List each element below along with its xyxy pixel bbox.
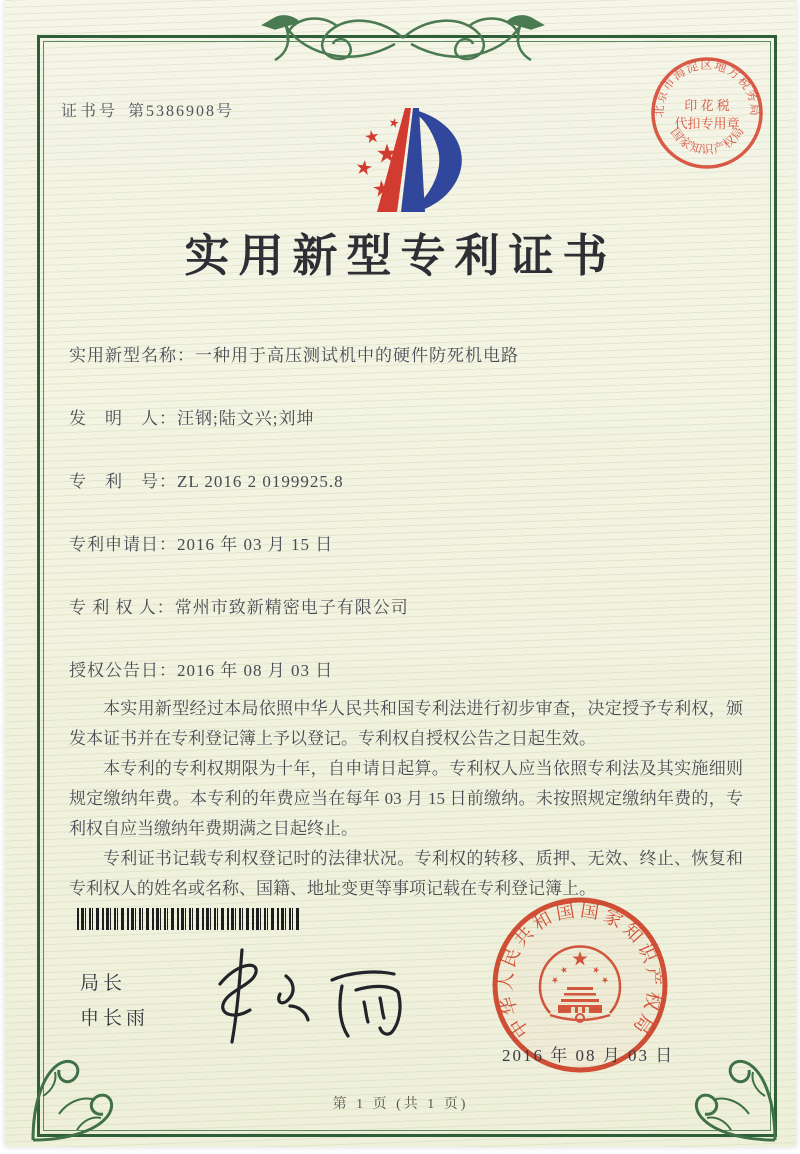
field-value: 2016 年 08 月 03 日 [177, 661, 334, 680]
certificate-paper [5, 0, 796, 1147]
field-grant-date [69, 656, 333, 681]
legal-paragraph: 本专利的专利权期限为十年，自申请日起算。专利权人应当依照专利法及其实施细则规定缴纳年费。本专利的年费应当在每年 03 月 15 日前缴纳。未按照规定缴纳年费的，专利权自应当缴纳年费期满之日起终止。 [69, 759, 743, 838]
field-label: 授权公告日： [69, 661, 177, 680]
director-signature-icon [190, 946, 430, 1046]
dragon-scroll-ornament [258, 4, 548, 66]
field-value: 汪钢;陆文兴;刘坤 [177, 409, 315, 428]
field-label: 实用新型名称： [69, 346, 195, 365]
legal-paragraph: 本实用新型经过本局依照中华人民共和国专利法进行初步审查，决定授予专利权，颁发本证书并在专利登记簿上予以登记。专利权自授权公告之日起生效。 [69, 699, 743, 748]
field-patentee [69, 593, 409, 618]
barcode [77, 908, 301, 930]
tax-stamp-ring-bottom-text: 国家知识产权局 [667, 123, 748, 157]
legal-paragraph: 专利证书记载专利权登记时的法律状况。专利权的转移、质押、无效、终止、恢复和专利权人的姓名或名称、国籍、地址变更等事项记载在专利登记簿上。 [69, 849, 743, 898]
field-inventors [69, 404, 314, 429]
field-label: 专利申请日： [69, 535, 177, 554]
field-utility-model-name [69, 341, 519, 366]
seal-date: 2016 年 08 月 03 日 [502, 1046, 675, 1065]
tax-stamp-center-line2: 代扣专用章 [674, 116, 740, 131]
cnipa-logo-icon [327, 102, 487, 220]
field-patent-number [69, 467, 344, 492]
main-seal-ring-text: 中华人民共和国国家知识产权局 [496, 901, 664, 1041]
tax-stamp-center-line1: 印 花 税 [684, 98, 730, 113]
field-value: 2016 年 03 月 15 日 [177, 535, 334, 554]
field-filing-date [69, 530, 333, 555]
certificate-number-label: 证书号 [61, 103, 119, 120]
director-name: 申长雨 [80, 1008, 150, 1029]
page-footer: 第 1 页 (共 1 页) [332, 1097, 469, 1112]
field-value: ZL 2016 2 0199925.8 [177, 472, 344, 491]
field-label: 专 利 号： [69, 472, 177, 491]
field-label: 发 明 人： [69, 409, 177, 428]
tax-stamp-ring-top-text: 北京市海淀区地方税务局 [651, 57, 763, 118]
field-value: 一种用于高压测试机中的硬件防死机电路 [195, 346, 519, 365]
certificate-number-value: 第5386908号 [128, 103, 235, 120]
certificate-title: 实用新型专利证书 [184, 231, 617, 281]
certificate-number [61, 98, 234, 121]
stamp-tax-seal-icon [646, 52, 768, 174]
field-label: 专 利 权 人： [69, 598, 175, 617]
field-value: 常州市致新精密电子有限公司 [174, 598, 409, 617]
director-block [80, 966, 149, 1036]
director-title: 局长 [80, 973, 127, 994]
legal-text-block [69, 694, 743, 904]
